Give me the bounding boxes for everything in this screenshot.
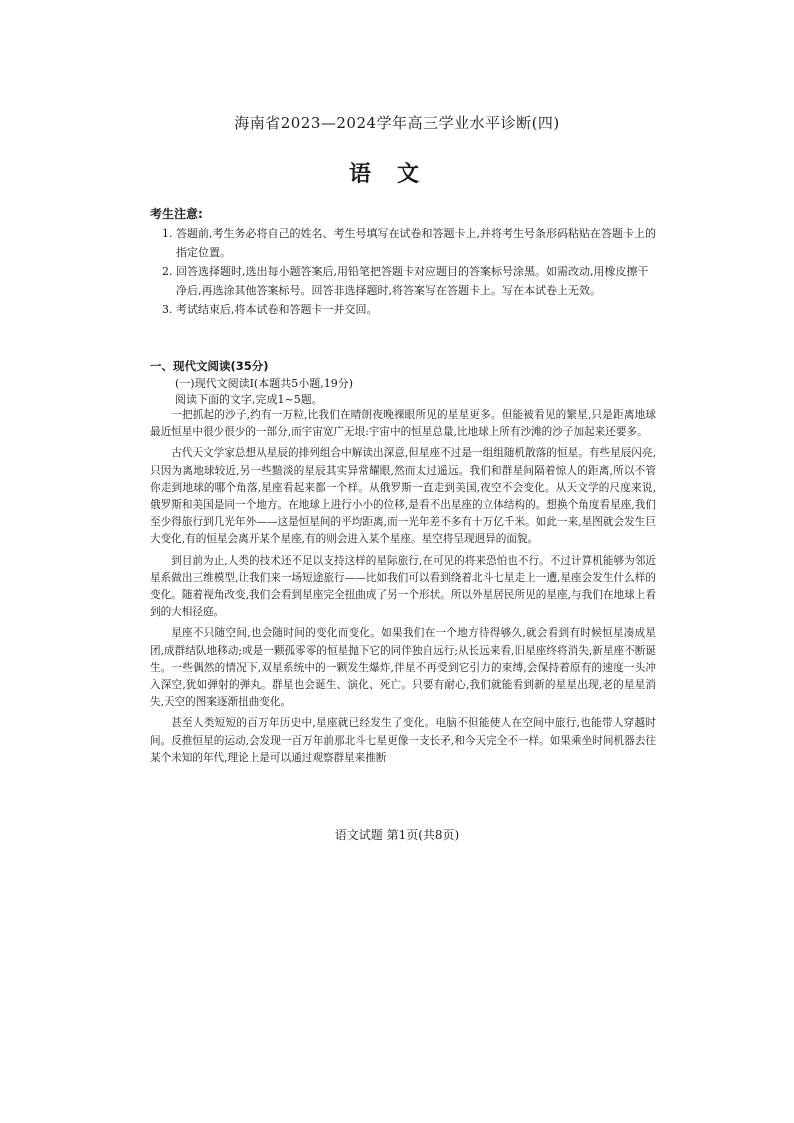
page-footer: 语文试题 第1页(共8页) xyxy=(334,828,460,842)
notice-item xyxy=(162,262,657,300)
notice-number: 3. xyxy=(162,303,173,316)
sub-section-heading: (一)现代文阅读Ⅰ(本题共5小题,19分) xyxy=(175,377,354,390)
notice-text: 考试结束后,将本试卷和答题卡一并交回。 xyxy=(176,303,378,316)
passage-paragraph: 甚至人类短短的百万年历史中,星座就已经发生了变化。电脑不但能使人在空间中旅行,也能带人穿越时间。反推恒星的运动,会发现一百万年前那北斗七星更像一支长矛,和今天完全不一样。如果乘坐时间机器去往某个未知的年代,理论上是可以通过观察群星来推断 xyxy=(150,717,656,764)
notice-item xyxy=(162,300,657,319)
section-heading: 一、现代文阅读(35分) xyxy=(150,359,269,373)
notice-number: 2. xyxy=(162,265,173,278)
passage-paragraph: 古代天文学家总想从星辰的排列组合中解读出深意,但星座不过是一组组随机散落的恒星。有些星辰闪亮,只因为离地球较近,另一些黯淡的星辰其实异常耀眼,然而太过遥远。我们和群星间隔着惊人的距离,所以不管你走到地球的哪个角落,星座看起来都一个样。从俄罗斯一直走到美国,夜空不会变化。从天文学的尺度来说,俄罗斯和美国是同一个地方。在地球上进行小小的位移,是看不出星座的立体结构的。想换个角度看星座,我们至少得旅行到几光年外——这是恒星间的平均距离,而一光年差不多有十万亿千米。如此一来,星图就会发生巨大变化,有的恒星会离开某个星座,有的则会进入某个星座。星空将呈现迥异的面貌。 xyxy=(150,447,656,546)
exam-title: 海南省2023—2024学年高三学业水平诊断(四) xyxy=(234,114,560,132)
notice-list xyxy=(162,224,657,319)
passage-paragraph: 一把抓起的沙子,约有一万粒,比我们在晴朗夜晚裸眼所见的星星更多。但能被看见的繁星,只是距离地球最近恒星中很少很少的一部分,而宇宙宽广无垠:宇宙中的恒星总量,比地球上所有沙滩的沙子加起来还要多。 xyxy=(150,409,656,439)
passage-paragraph: 星座不只随空间,也会随时间的变化而变化。如果我们在一个地方待得够久,就会看到有时候恒星凑成星团,成群结队地移动;或是一颗孤零零的恒星抛下它的同伴独自远行;从长远来看,旧星座终将消失,新星座不断诞生。一些偶然的情况下,双星系统中的一颗发生爆炸,伴星不再受到它引力的束缚,会保持着原有的速度一头冲入深空,犹如弹射的弹丸。群星也会诞生、演化、死亡。只要有耐心,我们就能看到新的星星出现,老的星星消失,天空的图案逐渐扭曲变化。 xyxy=(150,627,656,709)
notice-number: 1. xyxy=(162,227,173,240)
notice-text: 答题前,考生务必将自己的姓名、考生号填写在试卷和答题卡上,并将考生号条形码粘贴在答题卡上的指定位置。 xyxy=(176,227,656,259)
subject-heading: 语文 xyxy=(348,162,445,187)
notice-item xyxy=(162,224,657,262)
reading-passage xyxy=(150,407,656,771)
reading-instruction: 阅读下面的文字,完成1~5题。 xyxy=(175,393,323,406)
notice-text: 回答选择题时,选出每小题答案后,用铅笔把答题卡对应题目的答案标号涂黑。如需改动,用橡皮擦干净后,再选涂其他答案标号。回答非选择题时,将答案写在答题卡上。写在本试卷上无效。 xyxy=(176,265,649,297)
passage-paragraph: 到目前为止,人类的技术还不足以支持这样的星际旅行,在可见的将来恐怕也不行。不过计算机能够为邻近星系做出三维模型,让我们来一场短途旅行——比如我们可以看到绕着北斗七星走上一遭,星座会发生什么样的变化。随着视角改变,我们会看到星座完全扭曲成了另一个形状。所以外星居民所见的星座,与我们在地球上看到的大相径庭。 xyxy=(150,554,656,619)
notice-heading: 考生注意: xyxy=(150,207,203,221)
